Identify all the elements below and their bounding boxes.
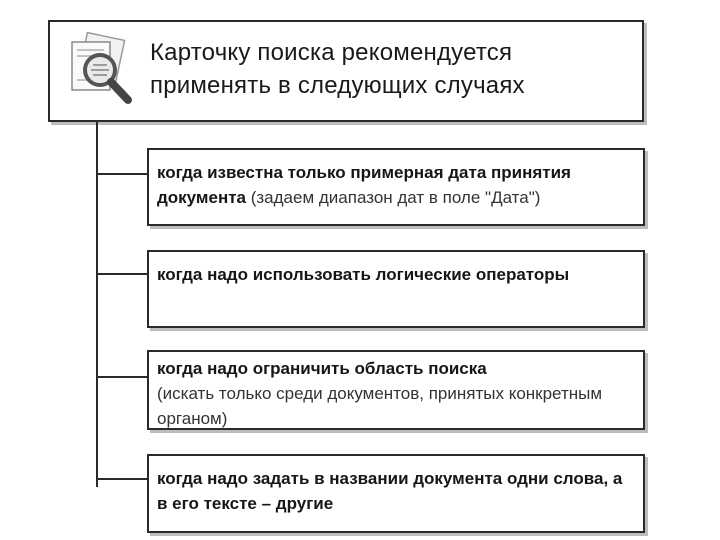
- connector-branch: [96, 478, 148, 480]
- case-box: [147, 350, 645, 430]
- case-box: [147, 454, 645, 533]
- connector-trunk: [96, 122, 98, 487]
- case-note-text: (задаем диапазон дат в поле "Дата"): [246, 188, 541, 207]
- case-main-text: когда надо задать в названии документа одни слова, а в его тексте – другие: [157, 469, 623, 513]
- case-box: [147, 148, 645, 226]
- case-main-text: когда известна только примерная дата принятия документа: [157, 163, 571, 207]
- magnifier-over-document-icon: [64, 32, 138, 112]
- header-title: Карточку поиска рекомендуется применять в следующих случаях: [150, 39, 525, 99]
- case-note-text: (искать только среди документов, принятых конкретным органом): [157, 384, 603, 428]
- case-main-text: когда надо ограничить область поиска: [157, 359, 487, 378]
- case-box: [147, 250, 645, 328]
- connector-branch: [96, 173, 148, 175]
- header-box: [48, 20, 644, 122]
- connector-branch: [96, 376, 148, 378]
- connector-branch: [96, 273, 148, 275]
- case-main-text: когда надо использовать логические операторы: [157, 265, 570, 284]
